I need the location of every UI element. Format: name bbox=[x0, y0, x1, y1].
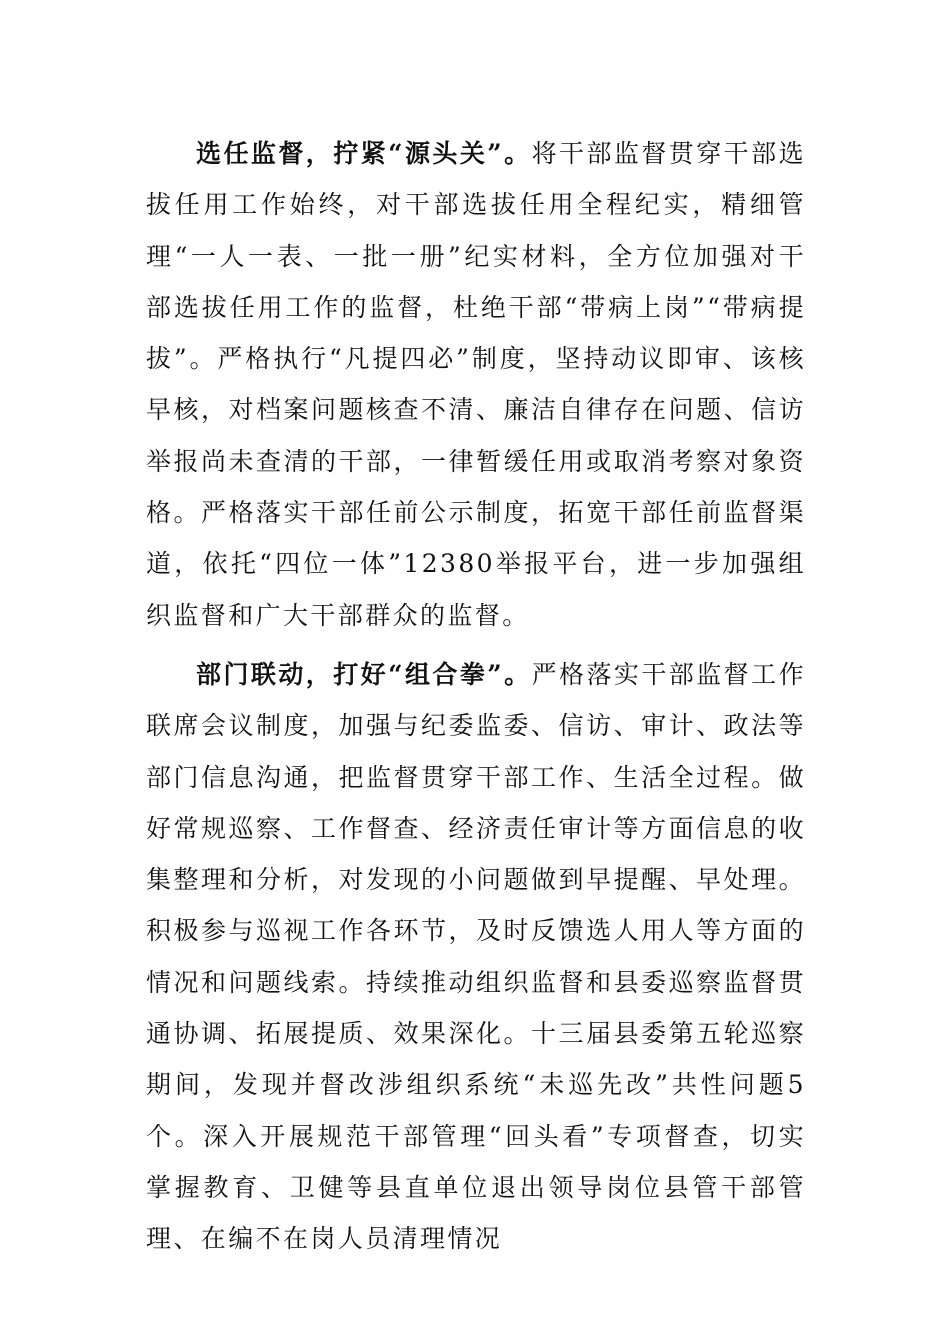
paragraph-body: 严格落实干部监督工作联席会议制度，加强与纪委监委、信访、审计、政法等部门信息沟通，把监督贯穿干部工作、生活全过程。做好常规巡察、工作督查、经济责任审计等方面信息的收集整理和分析，对发现的小问题做到早提醒、早处理。积极参与巡视工作各环节，及时反馈选人用人等方面的情况和问题线索。持续推动组织监督和县委巡察监督贯通协调、拓展提质、效果深化。十三届县委第五轮巡察期间，发现并督改涉组织系统“未巡先改”共性问题5个。深入开展规范干部管理“回头看”专项督查，切实掌握教育、卫健等县直单位退出领导岗位县管干部管理、在编不在岗人员清理情况 bbox=[146, 659, 806, 1254]
paragraph-heading: 部门联动，打好“组合拳”。 bbox=[196, 659, 532, 689]
paragraph-heading: 选任监督，拧紧“源头关”。 bbox=[196, 139, 532, 168]
paragraph-department-linkage bbox=[146, 649, 806, 1265]
paragraph-body: 将干部监督贯穿干部选拔任用工作始终，对干部选拔任用全程纪实，精细管理“一人一表、一批一册”纪实材料，全方位加强对干部选拔任用工作的监督，杜绝干部“带病上岗”“带病提拔”。严格执行“凡提四必”制度，坚持动议即审、该核早核，对档案问题核查不清、廉洁自律存在问题、信访举报尚未查清的干部，一律暂缓任用或取消考察对象资格。严格落实干部任前公示制度，拓宽干部任前监督渠道，依托“四位一体”12380举报平台，进一步加强组织监督和广大干部群众的监督。 bbox=[146, 139, 806, 630]
paragraph-selection-supervision bbox=[146, 128, 806, 641]
document-page bbox=[146, 128, 806, 1273]
